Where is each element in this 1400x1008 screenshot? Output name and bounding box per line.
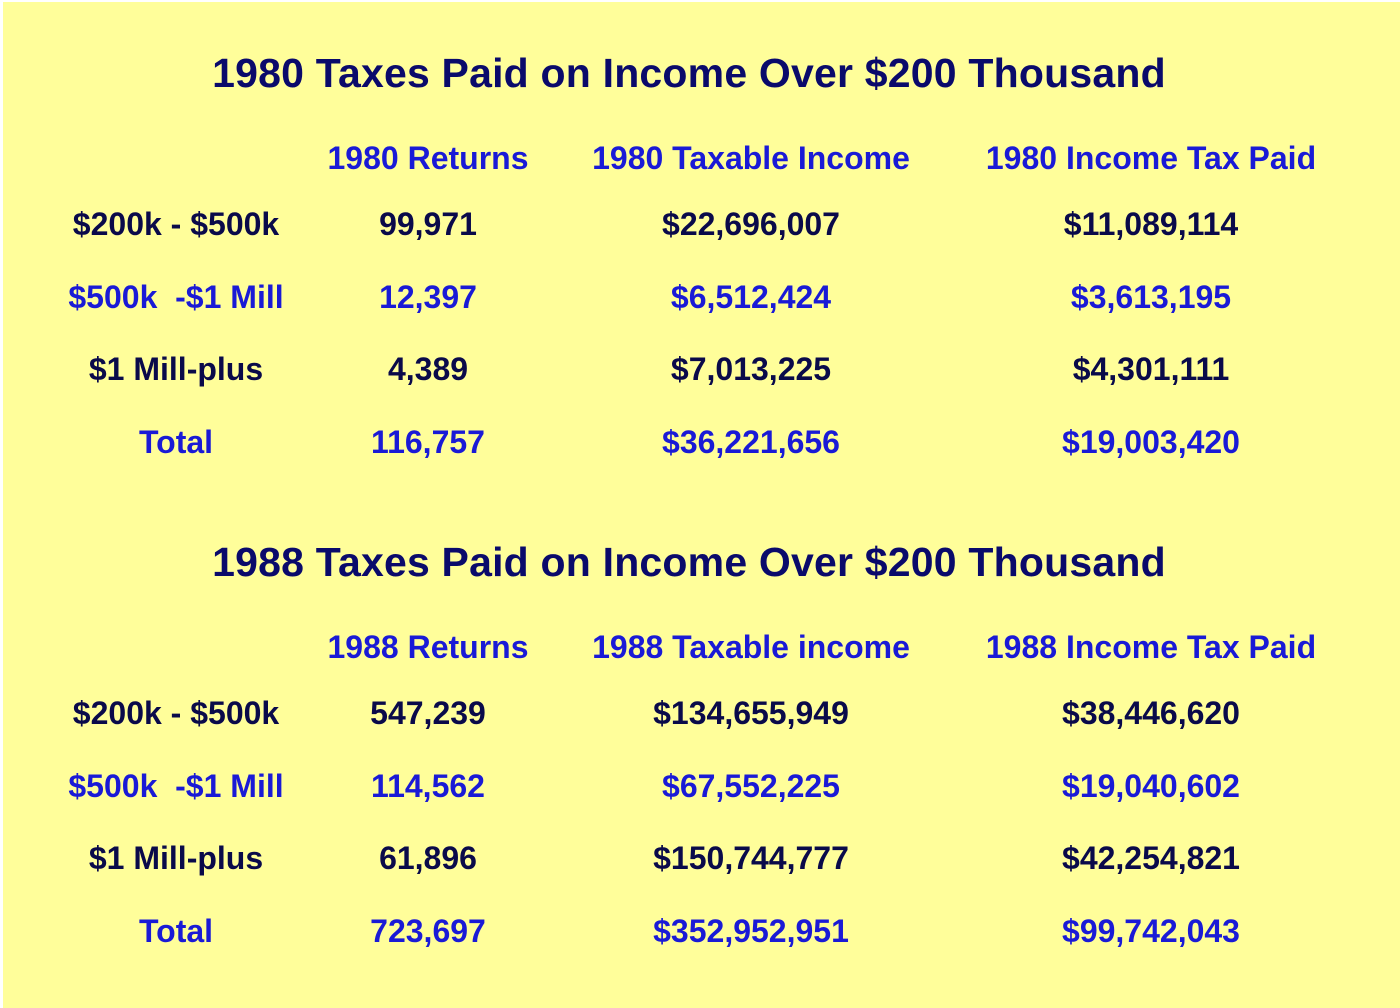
row-label-total: Total	[138, 424, 214, 460]
table-cell: $19,040,602	[1062, 768, 1240, 804]
table-cell-total: 723,697	[370, 913, 486, 949]
table-cell: $134,655,949	[653, 695, 849, 731]
table-cell-total: $36,221,656	[662, 424, 840, 460]
column-header-taxable-income: 1988 Taxable income	[592, 629, 910, 665]
table-cell: $150,744,777	[653, 840, 849, 876]
row-label: $200k - $500k	[72, 695, 280, 731]
table-cell: $3,613,195	[1070, 279, 1232, 315]
table-cell: 114,562	[371, 768, 485, 804]
table-cell: $22,696,007	[662, 206, 840, 242]
table-cell: 4,389	[387, 351, 469, 387]
table-cell: $6,512,424	[670, 279, 832, 315]
table-title: 1980 Taxes Paid on Income Over $200 Thousand	[212, 50, 1166, 96]
table-cell-total: $99,742,043	[1062, 913, 1240, 949]
row-label: $200k - $500k	[72, 206, 280, 242]
table-cell: 99,971	[379, 206, 477, 242]
table-cell-total: 116,757	[371, 424, 485, 460]
row-label: $1 Mill-plus	[88, 351, 264, 387]
column-header-returns: 1988 Returns	[327, 629, 529, 665]
row-label-total: Total	[138, 913, 214, 949]
table-cell: $11,089,114	[1063, 206, 1239, 242]
table-cell: $67,552,225	[662, 768, 840, 804]
row-label: $1 Mill-plus	[88, 840, 264, 876]
table-cell: $42,254,821	[1062, 840, 1240, 876]
table-cell: $4,301,111	[1072, 351, 1230, 387]
table-cell: $7,013,225	[670, 351, 832, 387]
column-header-taxable-income: 1980 Taxable Income	[592, 140, 910, 176]
table-cell-total: $19,003,420	[1062, 424, 1240, 460]
column-header-income-tax-paid: 1980 Income Tax Paid	[985, 140, 1317, 176]
table-cell: $38,446,620	[1062, 695, 1240, 731]
table-cell: 547,239	[370, 695, 486, 731]
column-header-returns: 1980 Returns	[327, 140, 529, 176]
table-cell-total: $352,952,951	[653, 913, 849, 949]
table-title: 1988 Taxes Paid on Income Over $200 Thousand	[212, 539, 1166, 585]
row-label: $500k -$1 Mill	[68, 768, 284, 804]
column-header-income-tax-paid: 1988 Income Tax Paid	[985, 629, 1317, 665]
row-label: $500k -$1 Mill	[68, 279, 284, 315]
table-cell: 12,397	[379, 279, 477, 315]
table-cell: 61,896	[379, 840, 477, 876]
